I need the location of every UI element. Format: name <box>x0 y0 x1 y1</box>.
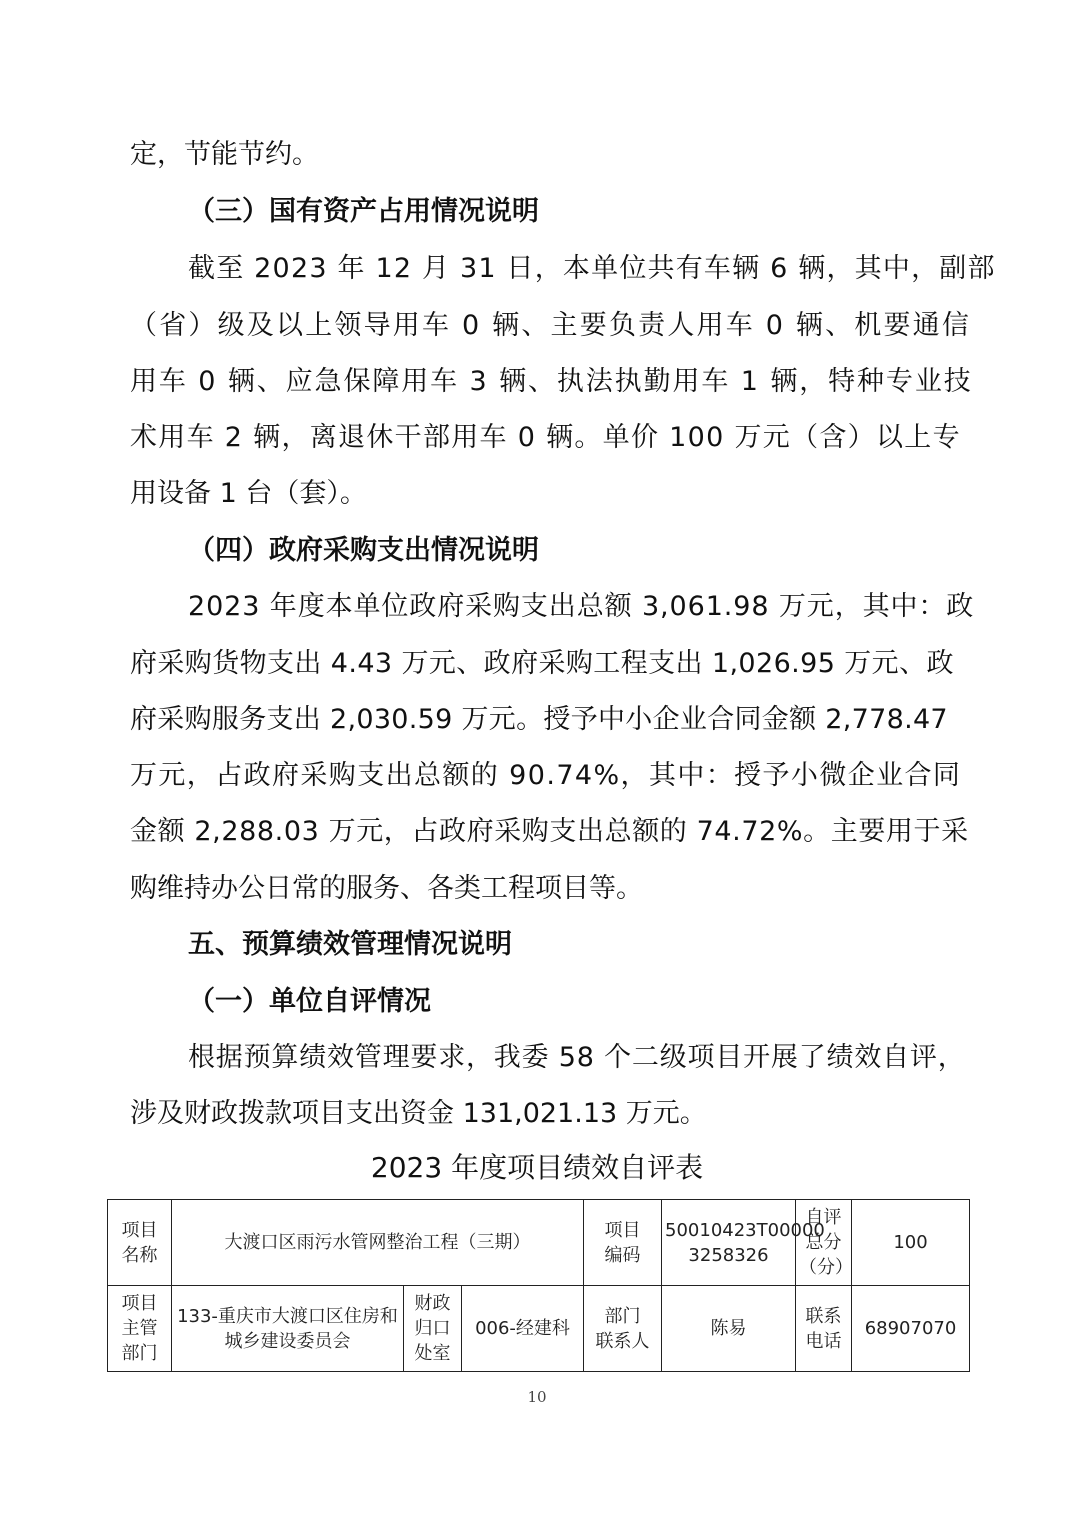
performance-table <box>107 1199 970 1372</box>
page-number: 10 <box>527 1388 547 1406</box>
text-line: 截至 2023 年 12 月 31 日，本单位共有车辆 6 辆，其中，副部 <box>188 253 996 284</box>
cell-text: 项目 编码 <box>604 1219 641 1266</box>
text-line: 根据预算绩效管理要求，我委 58 个二级项目开展了绩效自评， <box>188 1042 966 1073</box>
text-line: 术用车 2 辆，离退休干部用车 0 辆。单价 100 万元（含）以上专 <box>130 422 961 453</box>
text-line: 用设备 1 台（套）。 <box>130 478 367 509</box>
label-self-score <box>796 1200 852 1286</box>
cell-text: 项目 主管 部门 <box>121 1293 158 1364</box>
cell-text: 自评 总分 （分） <box>799 1207 854 1278</box>
text-line: 涉及财政拨款项目支出资金 131,021.13 万元。 <box>130 1098 707 1129</box>
table-row <box>108 1286 970 1372</box>
cell-text: 68907070 <box>864 1318 957 1339</box>
department <box>172 1286 404 1372</box>
table-caption: 2023 年度项目绩效自评表 <box>370 1151 704 1184</box>
cell-text: 大渡口区雨污水管网整治工程（三期） <box>224 1232 531 1253</box>
text-line: 用车 0 辆、应急保障用车 3 辆、执法执勤用车 1 辆，特种专业技 <box>130 366 973 397</box>
cell-text: 100 <box>893 1232 928 1253</box>
text-line: 府采购服务支出 2,030.59 万元。授予中小企业合同金额 2,778.47 <box>130 704 948 735</box>
cell-text: 部门 联系人 <box>595 1305 650 1352</box>
label-project-name <box>108 1200 172 1286</box>
finance-office <box>462 1286 584 1372</box>
cell-text: 50010423T00000 3258326 <box>665 1219 825 1266</box>
section-heading: （四）政府采购支出情况说明 <box>188 535 539 566</box>
phone <box>852 1286 970 1372</box>
section-heading: （三）国有资产占用情况说明 <box>188 196 539 227</box>
cell-text: 陈易 <box>710 1318 747 1339</box>
text-line: 府采购货物支出 4.43 万元、政府采购工程支出 1,026.95 万元、政 <box>130 648 954 679</box>
text-line: 购维持办公日常的服务、各类工程项目等。 <box>130 873 643 904</box>
label-finance-office <box>404 1286 462 1372</box>
project-code <box>662 1200 825 1286</box>
cell-text: 联系 电话 <box>805 1305 842 1352</box>
cell-text: 财政 归口 处室 <box>414 1293 451 1364</box>
text-line: 2023 年度本单位政府采购支出总额 3,061.98 万元，其中：政 <box>188 591 975 622</box>
self-score <box>852 1200 970 1286</box>
cell-text: 项目 名称 <box>121 1219 158 1266</box>
project-name <box>172 1200 584 1286</box>
table-row <box>108 1200 970 1286</box>
text-line: 定，节能节约。 <box>130 139 319 170</box>
label-phone <box>796 1286 852 1372</box>
label-department <box>108 1286 172 1372</box>
cell-text: 006-经建科 <box>475 1318 570 1339</box>
text-line: 万元，占政府采购支出总额的 90.74%，其中：授予小微企业合同 <box>130 760 962 791</box>
chapter-heading: 五、预算绩效管理情况说明 <box>188 929 512 960</box>
cell-text: 133-重庆市大渡口区住房和 城乡建设委员会 <box>177 1305 398 1352</box>
contact <box>662 1286 796 1372</box>
label-project-code <box>584 1200 662 1286</box>
label-contact <box>584 1286 662 1372</box>
text-line: 金额 2,288.03 万元，占政府采购支出总额的 74.72%。主要用于采 <box>130 816 969 847</box>
section-heading: （一）单位自评情况 <box>188 986 431 1017</box>
text-line: （省）级及以上领导用车 0 辆、主要负责人用车 0 辆、机要通信 <box>130 310 972 341</box>
